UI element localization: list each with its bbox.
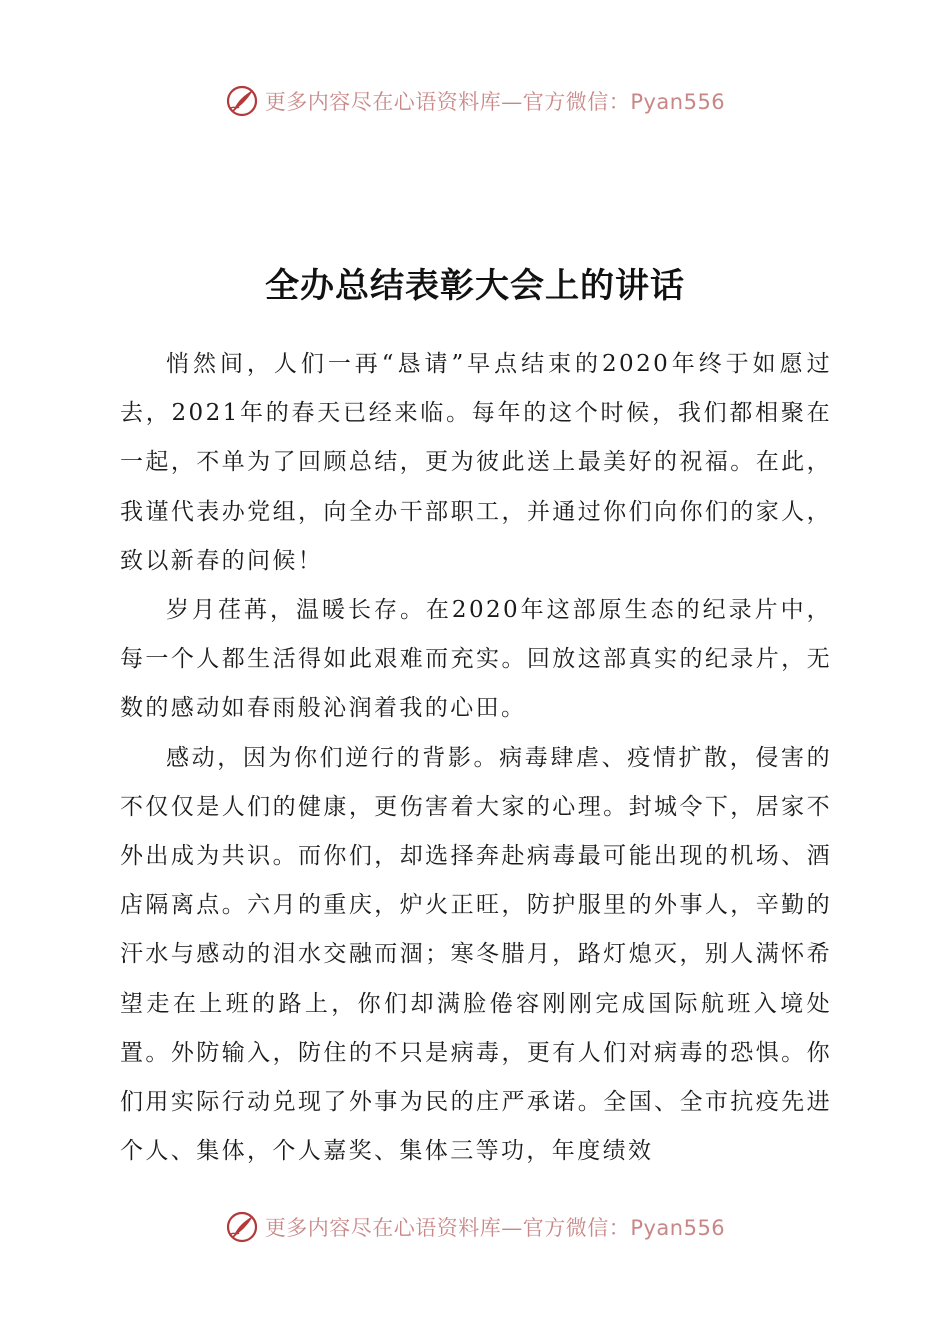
wechat-id: Pyan556 xyxy=(630,1216,726,1240)
watermark-text: 更多内容尽在心语资料库—官方微信：Pyan556 xyxy=(264,90,726,114)
quill-logo-icon xyxy=(225,84,259,118)
document-body xyxy=(120,340,832,1176)
paragraph: 感动，因为你们逆行的背影。病毒肆虐、疫情扩散，侵害的不仅仅是人们的健康，更伤害着大家的心理。封城令下，居家不外出成为共识。而你们，却选择奔赴病毒最可能出现的机场、酒店隔离点。六月的重庆，炉火正旺，防护服里的外事人，辛勤的汗水与感动的泪水交融而涸；寒冬腊月，路灯熄灭，别人满怀希望走在上班的路上，你们却满脸倦容刚刚完成国际航班入境处置。外防输入，防住的不只是病毒，更有人们对病毒的恐惧。你们用实际行动兑现了外事为民的庄严承诺。全国、全市抗疫先进个人、集体，个人嘉奖、集体三等功，年度绩效 xyxy=(120,744,832,1165)
watermark-banner-bottom xyxy=(0,1210,950,1244)
watermark-banner-top xyxy=(0,84,950,118)
wechat-id: Pyan556 xyxy=(630,90,726,114)
paragraph: 岁月荏苒，温暖长存。在2020年这部原生态的纪录片中，每一个人都生活得如此艰难而充实。回放这部真实的纪录片，无数的感动如春雨般沁润着我的心田。 xyxy=(120,597,832,722)
paragraph: 悄然间，人们一再“恳请”早点结束的2020年终于如愿过去，2021年的春天已经来临。每年的这个时候，我们都相聚在一起，不单为了回顾总结，更为彼此送上最美好的祝福。在此，我谨代表办党组，向全办干部职工，并通过你们向你们的家人，致以新春的问候！ xyxy=(120,351,832,574)
watermark-text: 更多内容尽在心语资料库—官方微信：Pyan556 xyxy=(264,1216,726,1240)
document-title: 全办总结表彰大会上的讲话 xyxy=(265,266,685,306)
quill-logo-icon xyxy=(225,1210,259,1244)
